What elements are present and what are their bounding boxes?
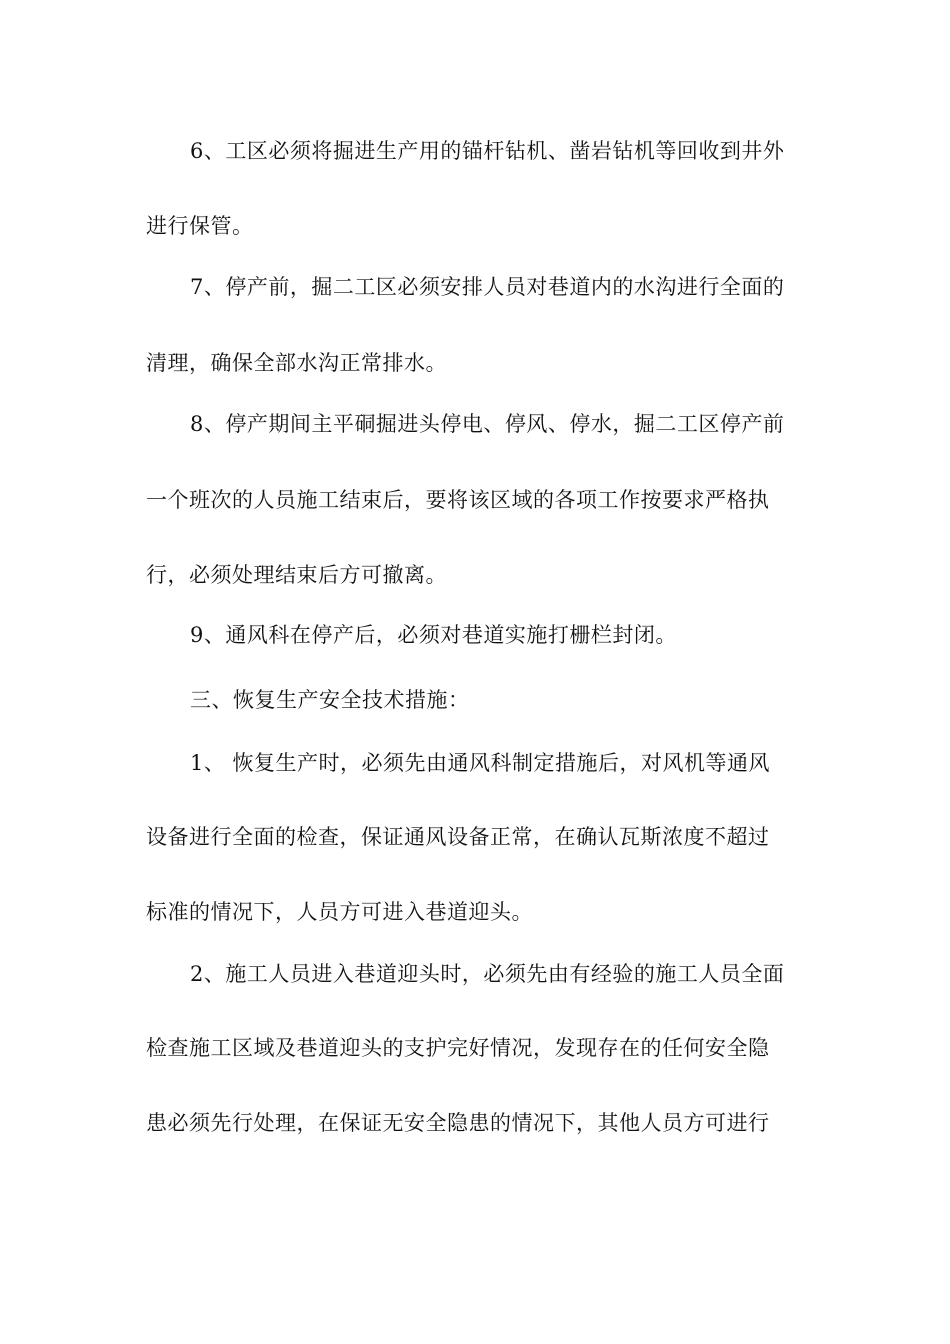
item-2-line-2: 检查施工区域及巷道迎头的支护完好情况，发现存在的任何安全隐 [146,1036,770,1060]
paragraph-6-line-1: 6、工区必须将掘进生产用的锚杆钻机、凿岩钻机等回收到井外 [190,139,785,163]
paragraph-8-line-2: 一个班次的人员施工结束后，要将该区域的各项工作按要求严格执 [146,488,770,512]
item-1-line-2: 设备进行全面的检查，保证通风设备正常，在确认瓦斯浓度不超过 [146,825,770,849]
item-1-line-1: 1、 恢复生产时，必须先由通风科制定措施后，对风机等通风 [190,751,771,775]
item-1-line-3: 标准的情况下，人员方可进入巷道迎头。 [146,900,533,924]
paragraph-7-line-1: 7、停产前，掘二工区必须安排人员对巷道内的水沟进行全面的 [190,275,785,299]
paragraph-7-line-2: 清理，确保全部水沟正常排水。 [146,351,447,375]
paragraph-8-line-3: 行，必须处理结束后方可撤离。 [146,563,447,587]
item-2-line-3: 患必须先行处理，在保证无安全隐患的情况下，其他人员方可进行 [146,1111,770,1135]
item-2-line-1: 2、施工人员进入巷道迎头时，必须先由有经验的施工人员全面 [190,962,785,986]
paragraph-6-line-2: 进行保管。 [146,214,254,238]
paragraph-9-line-1: 9、通风科在停产后，必须对巷道实施打栅栏封闭。 [190,623,677,647]
paragraph-8-line-1: 8、停产期间主平硐掘进头停电、停风、停水，掘二工区停产前 [190,412,785,436]
section-heading: 三、恢复生产安全技术措施： [190,688,470,712]
